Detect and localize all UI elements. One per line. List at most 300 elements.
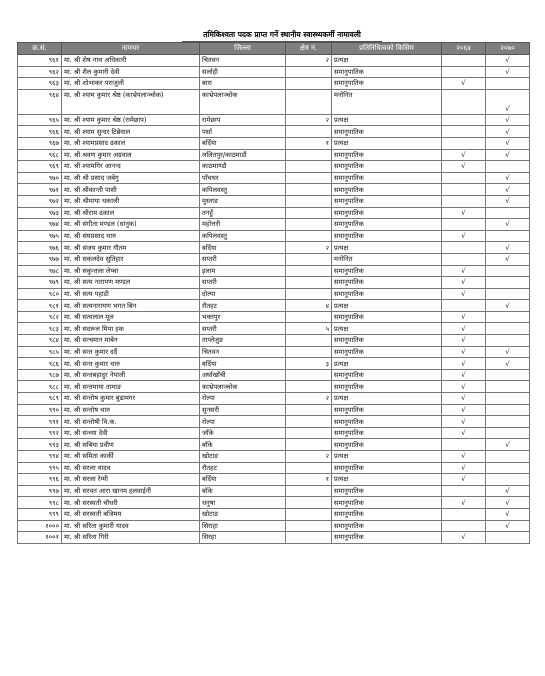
type-cell: प्रत्यक्ष (332, 300, 442, 312)
name-cell: मा. श्री सन्तबहादुर नेपाली (62, 369, 200, 381)
type-cell: समानुपातिक (332, 78, 442, 90)
mark-2064-cell (442, 485, 486, 497)
mark-2070-cell (486, 335, 530, 347)
table-row (18, 66, 530, 78)
type-cell: समानुपातिक (332, 508, 442, 520)
district-cell: धनुषा (200, 497, 286, 509)
area-cell (286, 66, 332, 78)
district-cell: कपिलवस्तु (200, 230, 286, 242)
mark-2070-cell (486, 393, 530, 405)
type-cell: समानुपातिक (332, 497, 442, 509)
district-cell: ललितपुर/काठमाडौं (200, 149, 286, 161)
serial-cell: ९७७ (18, 253, 62, 265)
mark-2070-cell: √ (486, 66, 530, 78)
type-cell: समानुपातिक (332, 230, 442, 242)
mark-2070-cell (486, 230, 530, 242)
table-row (18, 277, 530, 289)
mark-2064-cell (442, 126, 486, 138)
type-cell: समानुपातिक (332, 335, 442, 347)
mark-2070-cell: √ (486, 184, 530, 196)
mark-2064-cell (442, 195, 486, 207)
type-cell: समानुपातिक (332, 346, 442, 358)
area-cell: ३ (286, 358, 332, 370)
table-row (18, 126, 530, 138)
col-header-area: क्षेत्र नं. (286, 43, 332, 55)
name-cell: मा. श्री सरला रेग्मी (62, 474, 200, 486)
area-cell (286, 497, 332, 509)
mark-2070-cell: √ (486, 242, 530, 254)
mark-2070-cell (486, 288, 530, 300)
area-cell (286, 381, 332, 393)
serial-cell: ९९८ (18, 497, 62, 509)
name-cell: मा. श्री सरवत आरा खानम हलवाईनी (62, 485, 200, 497)
table-row (18, 532, 530, 544)
district-cell: बर्दिया (200, 242, 286, 254)
mark-2064-cell (442, 184, 486, 196)
type-cell: समानुपातिक (332, 161, 442, 173)
serial-cell: ९७० (18, 172, 62, 184)
name-cell: मा. श्री सरस्वती बजिमय (62, 508, 200, 520)
name-cell: मा. श्री सन्तोषी वि.क. (62, 416, 200, 428)
type-cell: समानुपातिक (332, 381, 442, 393)
name-cell: मा. श्री श्याम कुमार श्रेष्ठ (काभ्रेपलाञ्चोक) (62, 89, 200, 114)
name-cell: मा. श्री श्याम कुमार श्रेष्ठ (रामेछाप) (62, 114, 200, 126)
district-cell: तनहुँ (200, 207, 286, 219)
serial-cell: ९६८ (18, 149, 62, 161)
serial-cell: ९७२ (18, 195, 62, 207)
area-cell: २ (286, 114, 332, 126)
type-cell: समानुपातिक (332, 184, 442, 196)
name-cell: मा. श्री संजय कुमार गौतम (62, 242, 200, 254)
area-cell (286, 288, 332, 300)
table-row (18, 497, 530, 509)
type-cell: समानुपातिक (332, 172, 442, 184)
district-cell: चितवन (200, 346, 286, 358)
name-cell: मा. श्री संघप्रसाद थारु (62, 230, 200, 242)
mark-2064-cell (442, 89, 486, 114)
col-header-2064: २०६४ (442, 43, 486, 55)
district-cell: कपिलवस्तु (200, 184, 286, 196)
type-cell: समानुपातिक (332, 369, 442, 381)
serial-cell: ९७१ (18, 184, 62, 196)
serial-cell: ९७६ (18, 242, 62, 254)
table-row (18, 520, 530, 532)
district-cell: सप्तरी (200, 253, 286, 265)
name-cell: मा. श्री सरिता गिरी (62, 532, 200, 544)
area-cell (286, 439, 332, 451)
table-row (18, 195, 530, 207)
type-cell: समानुपातिक (332, 265, 442, 277)
table-row (18, 207, 530, 219)
serial-cell: १००० (18, 520, 62, 532)
serial-cell: ९८७ (18, 369, 62, 381)
district-cell: रौतहट (200, 300, 286, 312)
name-cell: मा. श्री सकलदेव सुतिहार (62, 253, 200, 265)
area-cell: २ (286, 393, 332, 405)
mark-2064-cell (442, 253, 486, 265)
area-cell (286, 532, 332, 544)
type-cell: समानुपातिक (332, 288, 442, 300)
type-cell: समानुपातिक (332, 195, 442, 207)
col-header-2070: २०७० (486, 43, 530, 55)
mark-2064-cell: √ (442, 149, 486, 161)
mark-2064-cell: √ (442, 427, 486, 439)
name-cell: मा. श्री श्री प्रसाद जबेगु (62, 172, 200, 184)
mark-2064-cell: √ (442, 346, 486, 358)
area-cell (286, 369, 332, 381)
serial-cell: ९९७ (18, 485, 62, 497)
area-cell (286, 508, 332, 520)
mark-2064-cell (442, 520, 486, 532)
mark-2064-cell (442, 172, 486, 184)
table-row (18, 451, 530, 463)
table-row (18, 485, 530, 497)
table-row (18, 369, 530, 381)
table-row (18, 288, 530, 300)
mark-2070-cell: √ (486, 253, 530, 265)
table-row (18, 439, 530, 451)
mark-2070-cell (486, 369, 530, 381)
district-cell: रौतहट (200, 462, 286, 474)
name-cell: मा. श्री सन्त कुमार दर्दै (62, 346, 200, 358)
name-cell: मा. श्री सदरूल मिया हक (62, 323, 200, 335)
district-cell: बर्दिया (200, 358, 286, 370)
district-cell: बाँके (200, 439, 286, 451)
col-header-district: जिल्ला (200, 43, 286, 55)
area-cell (286, 89, 332, 114)
mark-2064-cell: √ (442, 230, 486, 242)
name-cell: मा. श्री सत्य पहाडी (62, 288, 200, 300)
area-cell (286, 520, 332, 532)
name-cell: मा. श्री श्रीकान्ती पासी (62, 184, 200, 196)
area-cell (286, 230, 332, 242)
table-row (18, 242, 530, 254)
area-cell: ५ (286, 323, 332, 335)
type-cell: समानुपातिक (332, 404, 442, 416)
area-cell (286, 277, 332, 289)
mark-2064-cell: √ (442, 335, 486, 347)
area-cell (286, 427, 332, 439)
type-cell: समानुपातिक (332, 219, 442, 231)
district-cell: मुस्ताङ (200, 195, 286, 207)
serial-cell: ९६२ (18, 66, 62, 78)
mark-2070-cell: √ (486, 137, 530, 149)
area-cell: १ (286, 137, 332, 149)
serial-cell: ९७८ (18, 265, 62, 277)
col-header-name: नामथर (62, 43, 200, 55)
mark-2064-cell: √ (442, 288, 486, 300)
district-cell: बर्दिया (200, 137, 286, 149)
name-cell: मा. श्री सन्तोष थारु (62, 404, 200, 416)
district-cell: काभ्रेपलाञ्चोक (200, 381, 286, 393)
table-row (18, 230, 530, 242)
area-cell (286, 219, 332, 231)
serial-cell: ९९६ (18, 474, 62, 486)
area-cell (286, 78, 332, 90)
district-cell: सर्लाही (200, 66, 286, 78)
serial-cell: ९९२ (18, 427, 62, 439)
members-table (17, 42, 530, 544)
type-cell: समानुपातिक (332, 520, 442, 532)
name-cell: मा. श्री सन्चमान माबेन (62, 335, 200, 347)
mark-2070-cell (486, 404, 530, 416)
mark-2064-cell: √ (442, 416, 486, 428)
mark-2070-cell (486, 381, 530, 393)
area-cell: २ (286, 55, 332, 67)
district-cell: चितवन (200, 55, 286, 67)
mark-2070-cell (486, 78, 530, 90)
header-row (18, 43, 530, 55)
district-cell: बारा (200, 78, 286, 90)
mark-2070-cell (486, 311, 530, 323)
area-cell (286, 416, 332, 428)
district-cell: भक्तपुर (200, 311, 286, 323)
type-cell: मनोनित (332, 89, 442, 114)
table-row (18, 55, 530, 67)
mark-2064-cell: √ (442, 277, 486, 289)
area-cell (286, 207, 332, 219)
table-row (18, 474, 530, 486)
district-cell: दोल्पा (200, 288, 286, 300)
district-cell: रोल्पा (200, 393, 286, 405)
district-cell: सिरहा (200, 532, 286, 544)
district-cell: काभ्रेपलाञ्चोक (200, 89, 286, 114)
mark-2064-cell: √ (442, 462, 486, 474)
name-cell: मा. श्री सबिया प्रवीण (62, 439, 200, 451)
table-row (18, 253, 530, 265)
mark-2070-cell (486, 451, 530, 463)
area-cell (286, 161, 332, 173)
table-row (18, 265, 530, 277)
table-row (18, 300, 530, 312)
mark-2064-cell: √ (442, 474, 486, 486)
district-cell: सप्तरी (200, 277, 286, 289)
type-cell: समानुपातिक (332, 532, 442, 544)
name-cell: मा. श्री सरस्वती चौधरी (62, 497, 200, 509)
mark-2064-cell: √ (442, 369, 486, 381)
area-cell (286, 311, 332, 323)
table-row (18, 335, 530, 347)
table-row (18, 404, 530, 416)
type-cell: समानुपातिक (332, 462, 442, 474)
mark-2070-cell (486, 416, 530, 428)
area-cell (286, 404, 332, 416)
serial-cell: ९६९ (18, 161, 62, 173)
type-cell: समानुपातिक (332, 416, 442, 428)
mark-2064-cell (442, 114, 486, 126)
area-cell (286, 485, 332, 497)
serial-cell: ९६१ (18, 55, 62, 67)
mark-2070-cell (486, 532, 530, 544)
area-cell (286, 195, 332, 207)
mark-2070-cell (486, 462, 530, 474)
serial-cell: ९८८ (18, 381, 62, 393)
table-row (18, 78, 530, 90)
mark-2070-cell: √ (486, 508, 530, 520)
table-row (18, 508, 530, 520)
mark-2070-cell: √ (486, 439, 530, 451)
serial-cell: ९९१ (18, 416, 62, 428)
district-cell: रामेछाप (200, 114, 286, 126)
type-cell: समानुपातिक (332, 207, 442, 219)
type-cell: समानुपातिक (332, 311, 442, 323)
mark-2064-cell: √ (442, 532, 486, 544)
type-cell: मनोनित (332, 253, 442, 265)
area-cell (286, 346, 332, 358)
serial-cell: ९७३ (18, 207, 62, 219)
mark-2070-cell: √ (486, 520, 530, 532)
district-cell: बाँके (200, 485, 286, 497)
table-row (18, 219, 530, 231)
name-cell: मा. श्री सन्ध्या देवी (62, 427, 200, 439)
area-cell (286, 265, 332, 277)
area-cell: ४ (286, 300, 332, 312)
district-cell: पर्सा (200, 126, 286, 138)
name-cell: मा. श्री समिता कार्की (62, 451, 200, 463)
area-cell (286, 253, 332, 265)
area-cell: २ (286, 242, 332, 254)
mark-2070-cell (486, 265, 530, 277)
name-cell: मा. श्री सकुन्तला लेप्चा (62, 265, 200, 277)
type-cell: समानुपातिक (332, 149, 442, 161)
type-cell: प्रत्यक्ष (332, 137, 442, 149)
serial-cell: ९६३ (18, 78, 62, 90)
name-cell: मा. श्री श्यामप्रसाद ढकाल (62, 137, 200, 149)
district-cell: खोटाङ (200, 508, 286, 520)
type-cell: प्रत्यक्ष (332, 323, 442, 335)
table-row (18, 311, 530, 323)
district-cell: अर्घाखाँची (200, 369, 286, 381)
name-cell: मा. श्री संगीता मण्डल (धानुक) (62, 219, 200, 231)
mark-2070-cell (486, 161, 530, 173)
table-row (18, 416, 530, 428)
mark-2070-cell (486, 427, 530, 439)
name-cell: मा. श्री शोभाकर पराजुली (62, 78, 200, 90)
table-row (18, 323, 530, 335)
mark-2064-cell (442, 219, 486, 231)
serial-cell: ९६६ (18, 126, 62, 138)
col-header-type: प्रतिनिधित्वको किसिम (332, 43, 442, 55)
mark-2070-cell (486, 207, 530, 219)
type-cell: प्रत्यक्ष (332, 393, 442, 405)
mark-2070-cell: √ (486, 485, 530, 497)
name-cell: मा. श्री श्रवण कुमार अग्रवाल (62, 149, 200, 161)
mark-2064-cell (442, 137, 486, 149)
name-cell: मा. श्री श्रीराम ढकाल (62, 207, 200, 219)
type-cell: प्रत्यक्ष (332, 474, 442, 486)
table-row (18, 137, 530, 149)
table-row (18, 114, 530, 126)
mark-2064-cell (442, 439, 486, 451)
serial-cell: ९९९ (18, 508, 62, 520)
table-row (18, 462, 530, 474)
type-cell: समानुपातिक (332, 126, 442, 138)
mark-2064-cell: √ (442, 323, 486, 335)
mark-2064-cell (442, 55, 486, 67)
name-cell: मा. श्री शेष नाथ अधिकारी (62, 55, 200, 67)
type-cell: समानुपातिक (332, 485, 442, 497)
area-cell: १ (286, 474, 332, 486)
table-row (18, 427, 530, 439)
mark-2070-cell: √ (486, 126, 530, 138)
mark-2064-cell: √ (442, 381, 486, 393)
table-row (18, 358, 530, 370)
type-cell: समानुपातिक (332, 66, 442, 78)
mark-2064-cell: √ (442, 265, 486, 277)
mark-2064-cell: √ (442, 78, 486, 90)
mark-2070-cell: √ (486, 89, 530, 114)
area-cell (286, 172, 332, 184)
mark-2064-cell: √ (442, 161, 486, 173)
serial-cell: ९७५ (18, 230, 62, 242)
type-cell: प्रत्यक्ष (332, 114, 442, 126)
name-cell: मा. श्री सत्यलाल मूल (62, 311, 200, 323)
serial-cell: ९८९ (18, 393, 62, 405)
name-cell: मा. श्री सन्तोष कुमार बुढामगर (62, 393, 200, 405)
table-row (18, 89, 530, 114)
serial-cell: ९९४ (18, 451, 62, 463)
area-cell (286, 462, 332, 474)
col-header-serial: क्र.सं. (18, 43, 62, 55)
mark-2070-cell: √ (486, 346, 530, 358)
district-cell: सिराहा (200, 520, 286, 532)
serial-cell: ९८२ (18, 311, 62, 323)
type-cell: समानुपातिक (332, 277, 442, 289)
mark-2064-cell (442, 242, 486, 254)
district-cell: जाँके (200, 427, 286, 439)
area-cell (286, 335, 332, 347)
district-cell: पाँचथर (200, 172, 286, 184)
serial-cell: ९८३ (18, 323, 62, 335)
area-cell: २ (286, 451, 332, 463)
serial-cell: १००१ (18, 532, 62, 544)
mark-2070-cell: √ (486, 172, 530, 184)
type-cell: समानुपातिक (332, 439, 442, 451)
district-cell: सुनसरी (200, 404, 286, 416)
name-cell: मा. श्री शैल कुमारी देवी (62, 66, 200, 78)
table-row (18, 172, 530, 184)
mark-2064-cell: √ (442, 404, 486, 416)
mark-2070-cell: √ (486, 195, 530, 207)
area-cell (286, 126, 332, 138)
mark-2064-cell (442, 300, 486, 312)
type-cell: प्रत्यक्ष (332, 451, 442, 463)
serial-cell: ९९३ (18, 439, 62, 451)
serial-cell: ९७९ (18, 277, 62, 289)
mark-2070-cell: √ (486, 55, 530, 67)
mark-2064-cell: √ (442, 393, 486, 405)
table-row (18, 346, 530, 358)
mark-2064-cell: √ (442, 497, 486, 509)
serial-cell: ९९५ (18, 462, 62, 474)
serial-cell: ९९० (18, 404, 62, 416)
serial-cell: ९८१ (18, 300, 62, 312)
district-cell: महोत्तरी (200, 219, 286, 231)
type-cell: समानुपातिक (332, 427, 442, 439)
serial-cell: ९८० (18, 288, 62, 300)
name-cell: मा. श्री सत्यनारायण भगत बिन (62, 300, 200, 312)
district-cell: सप्तरी (200, 323, 286, 335)
table-title: तमिकिश्वता पदक प्राप्त गर्ने स्थानीय स्वास्थ्यकर्मी नामावली (182, 29, 382, 42)
district-cell: काठमाण्डौ (200, 161, 286, 173)
mark-2070-cell: √ (486, 300, 530, 312)
serial-cell: ९८४ (18, 335, 62, 347)
mark-2070-cell (486, 323, 530, 335)
type-cell: प्रत्यक्ष (332, 55, 442, 67)
serial-cell: ९६७ (18, 137, 62, 149)
district-cell: बर्दिया (200, 474, 286, 486)
table-row (18, 381, 530, 393)
